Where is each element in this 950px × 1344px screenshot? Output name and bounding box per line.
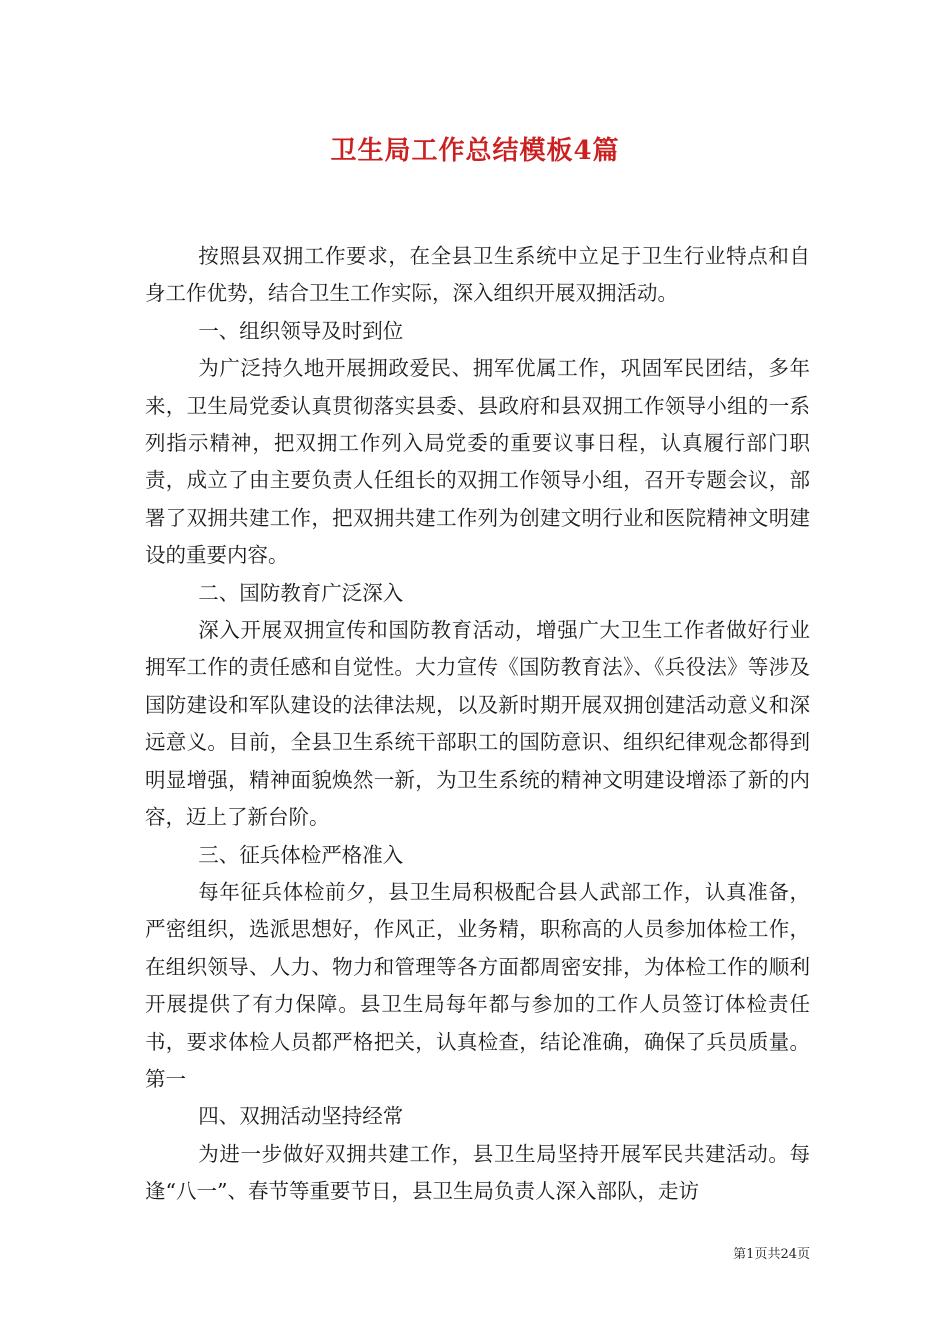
paragraph-section-3: 每年征兵体检前夕，县卫生局积极配合县人武部工作，认真准备，严密组织，选派思想好，作风正，业务精，职称高的人员参加体检工作，在组织领导、人力、物力和管理等各方面都周密安排，为体检工作的顺利开展提供了有力保障。县卫生局每年都与参加的工作人员签订体检责任书，要求体检人员都严格把关，认真检查，结论准确，确保了兵员质量。第一 xyxy=(145,879,810,1091)
section-heading-2: 二、国防教育广泛深入 xyxy=(198,580,404,605)
paragraph-section-4: 为进一步做好双拥共建工作，县卫生局坚持开展军民共建活动。每逢“八一”、春节等重要节日，县卫生局负责人深入部队，走访 xyxy=(145,1141,810,1204)
section-heading-3: 三、征兵体检严格准入 xyxy=(198,842,404,867)
page-number-footer: 第1页共24页 xyxy=(733,1247,810,1262)
section-heading-1: 一、组织领导及时到位 xyxy=(198,318,404,343)
paragraph-intro: 按照县双拥工作要求，在全县卫生系统中立足于卫生行业特点和自身工作优势，结合卫生工作实际，深入组织开展双拥活动。 xyxy=(145,244,810,306)
paragraph-section-1: 为广泛持久地开展拥政爱民、拥军优属工作，巩固军民团结，多年来，卫生局党委认真贯彻落实县委、县政府和县双拥工作领导小组的一系列指示精神，把双拥工作列入局党委的重要议事日程，认真履行部门职责，成立了由主要负责人任组长的双拥工作领导小组，召开专题会议，部署了双拥共建工作，把双拥共建工作列为创建文明行业和医院精神文明建设的重要内容。 xyxy=(145,356,810,568)
document-body xyxy=(145,238,810,1211)
document-title: 卫生局工作总结模板4篇 xyxy=(330,136,620,166)
paragraph-section-2: 深入开展双拥宣传和国防教育活动，增强广大卫生工作者做好行业拥军工作的责任感和自觉性。大力宣传《国防教育法》、《兵役法》等涉及国防建设和军队建设的法律法规，以及新时期开展双拥创建活动意义和深远意义。目前，全县卫生系统干部职工的国防意识、组织纪律观念都得到明显增强，精神面貌焕然一新，为卫生系统的精神文明建设增添了新的内容，迈上了新台阶。 xyxy=(145,618,810,830)
section-heading-4: 四、双拥活动坚持经常 xyxy=(198,1104,404,1129)
